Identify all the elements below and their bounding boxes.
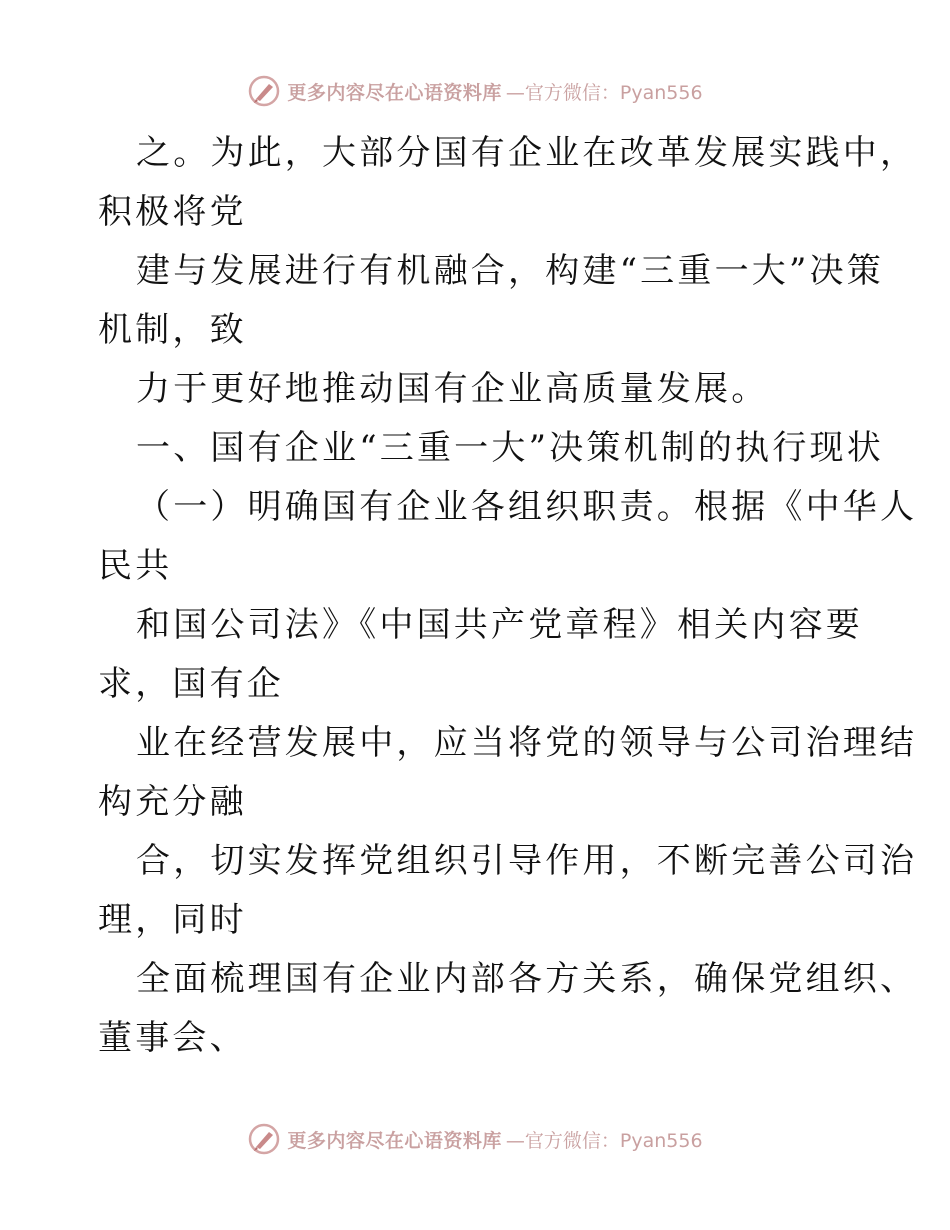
header-watermark — [0, 71, 950, 111]
paragraph-line: 建与发展进行有机融合，构建“三重一大”决策 — [136, 251, 884, 291]
paragraph-line: 业在经营发展中，应当将党的领导与公司治理结 — [136, 723, 918, 763]
paragraph-line: 民共 — [98, 546, 173, 586]
paragraph-line: 机制，致 — [98, 310, 247, 350]
pen-logo-icon — [247, 74, 281, 108]
footer-watermark — [0, 1119, 950, 1159]
paragraph-line: 之。为此，大部分国有企业在改革发展实践中， — [136, 133, 918, 173]
paragraph-line: 构充分融 — [98, 782, 247, 822]
paragraph-line: 全面梳理国有企业内部各方关系，确保党组织、 — [136, 959, 918, 999]
paragraph-line: 董事会、 — [98, 1018, 247, 1058]
section-heading: 一、国有企业“三重一大”决策机制的执行现状 — [136, 428, 884, 468]
watermark-brand: 更多内容尽在心语资料库 — [287, 1129, 502, 1152]
paragraph-line: 积极将党 — [98, 192, 247, 232]
document-body — [98, 124, 918, 1068]
watermark-wechat: —官方微信：Pyan556 — [505, 1129, 703, 1152]
pen-logo-icon — [247, 1122, 281, 1156]
paragraph-line: （一）明确国有企业各组织职责。根据《中华人 — [136, 487, 918, 527]
paragraph-line: 理，同时 — [98, 900, 247, 940]
watermark-wechat: —官方微信：Pyan556 — [505, 81, 703, 104]
paragraph-line: 合，切实发挥党组织引导作用，不断完善公司治 — [136, 841, 918, 881]
paragraph-line: 和国公司法》《中国共产党章程》相关内容要 — [136, 605, 863, 645]
paragraph-line: 求，国有企 — [98, 664, 284, 704]
watermark-brand: 更多内容尽在心语资料库 — [287, 81, 502, 104]
paragraph-line: 力于更好地推动国有企业高质量发展。 — [136, 369, 769, 409]
